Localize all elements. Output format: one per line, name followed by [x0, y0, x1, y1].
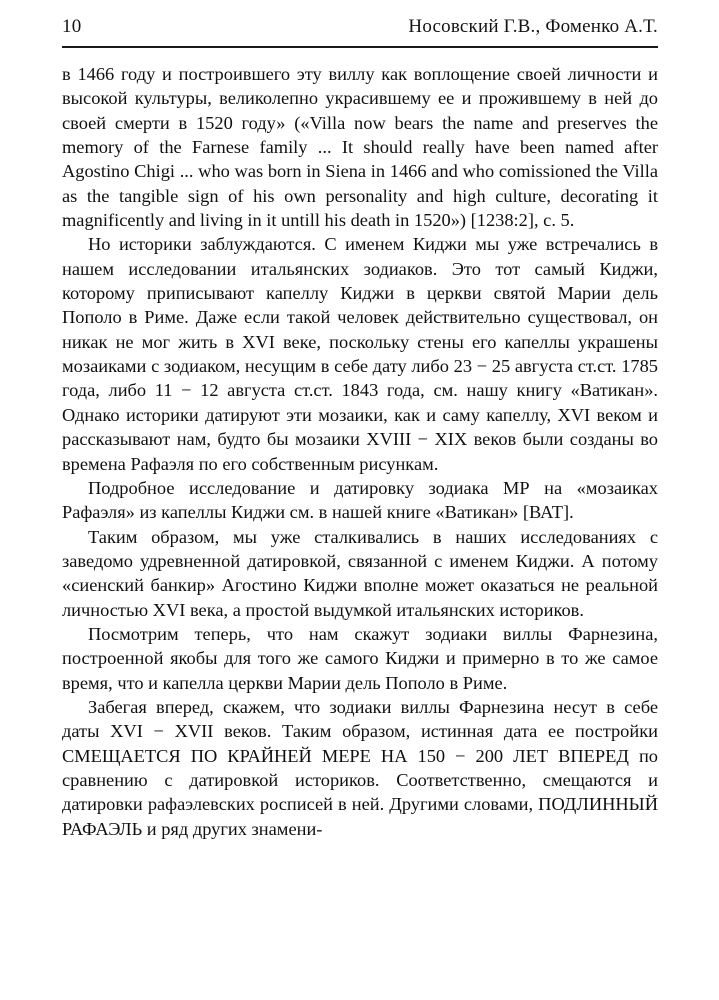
- paragraph: Забегая вперед, скажем, что зодиаки виллы Фарнезина несут в себе даты XVI − XVII веков. Таким образом, истинная дата ее постройки СМЕЩАЕТСЯ ПО КРАЙНЕЙ МЕРЕ НА 150 − 200 ЛЕТ ВПЕРЕД по сравнению с датировкой историков. Соответственно, смещаются и датировки рафаэлевских росписей в ней. Другими словами, ПОДЛИННЫЙ РАФАЭЛЬ и ряд других знамени-: [62, 696, 658, 839]
- page-body-text: [62, 62, 658, 841]
- page-number: 10: [62, 16, 82, 37]
- paragraph: Посмотрим теперь, что нам скажут зодиаки виллы Фарнезина, построенной якобы для того же самого Киджи и примерно в то же самое время, что и капелла церкви Марии дель Пополо в Риме.: [62, 623, 658, 693]
- paragraph: в 1466 году и построившего эту виллу как воплощение своей личности и высокой культуры, великолепно украсившему ее и прожившему в ней до своей смерти в 1520 году» («Villa now bears the name and preserves the memory of the Farnese family ... It should really have been named after Agostino Chigi ... who was born in Siena in 1466 and who comissioned the Villa as the tangible sign of his own personality and high culture, decorating it magnificently and living in it untill his death in 1520») [1238:2], с. 5.: [62, 64, 658, 231]
- header-authors: Носовский Г.В., Фоменко А.Т.: [408, 16, 658, 37]
- paragraph: Подробное исследование и датировку зодиака МР на «мозаиках Рафаэля» из капеллы Киджи см. в нашей книге «Ватикан» [ВАТ].: [62, 477, 658, 523]
- paragraph: Таким образом, мы уже сталкивались в наших исследованиях с заведомо удревненной датировкой, связанной с именем Киджи. А потому «сиенский банкир» Агостино Киджи вполне может оказаться не реальной личностью XVI века, а простой выдумкой итальянских историков.: [62, 526, 658, 620]
- paragraph: Но историки заблуждаются. С именем Киджи мы уже встречались в нашем исследовании итальянских зодиаков. Это тот самый Киджи, которому приписывают капеллу Киджи в церкви святой Марии дель Пополо в Риме. Даже если такой человек действительно существовал, он никак не мог жить в XVI веке, поскольку стены его капеллы украшены мозаиками с зодиаком, несущим в себе дату либо 23 − 25 августа ст.ст. 1785 года, либо 11 − 12 августа ст.ст. 1843 года, см. нашу книгу «Ватикан». Однако историки датируют эти мозаики, как и саму капеллу, XVI веком и рассказывают нам, будто бы мозаики XVIII − XIX веков были созданы во времена Рафаэля по его собственным рисункам.: [62, 234, 658, 474]
- header-divider: [62, 46, 658, 48]
- page-header: [62, 16, 658, 38]
